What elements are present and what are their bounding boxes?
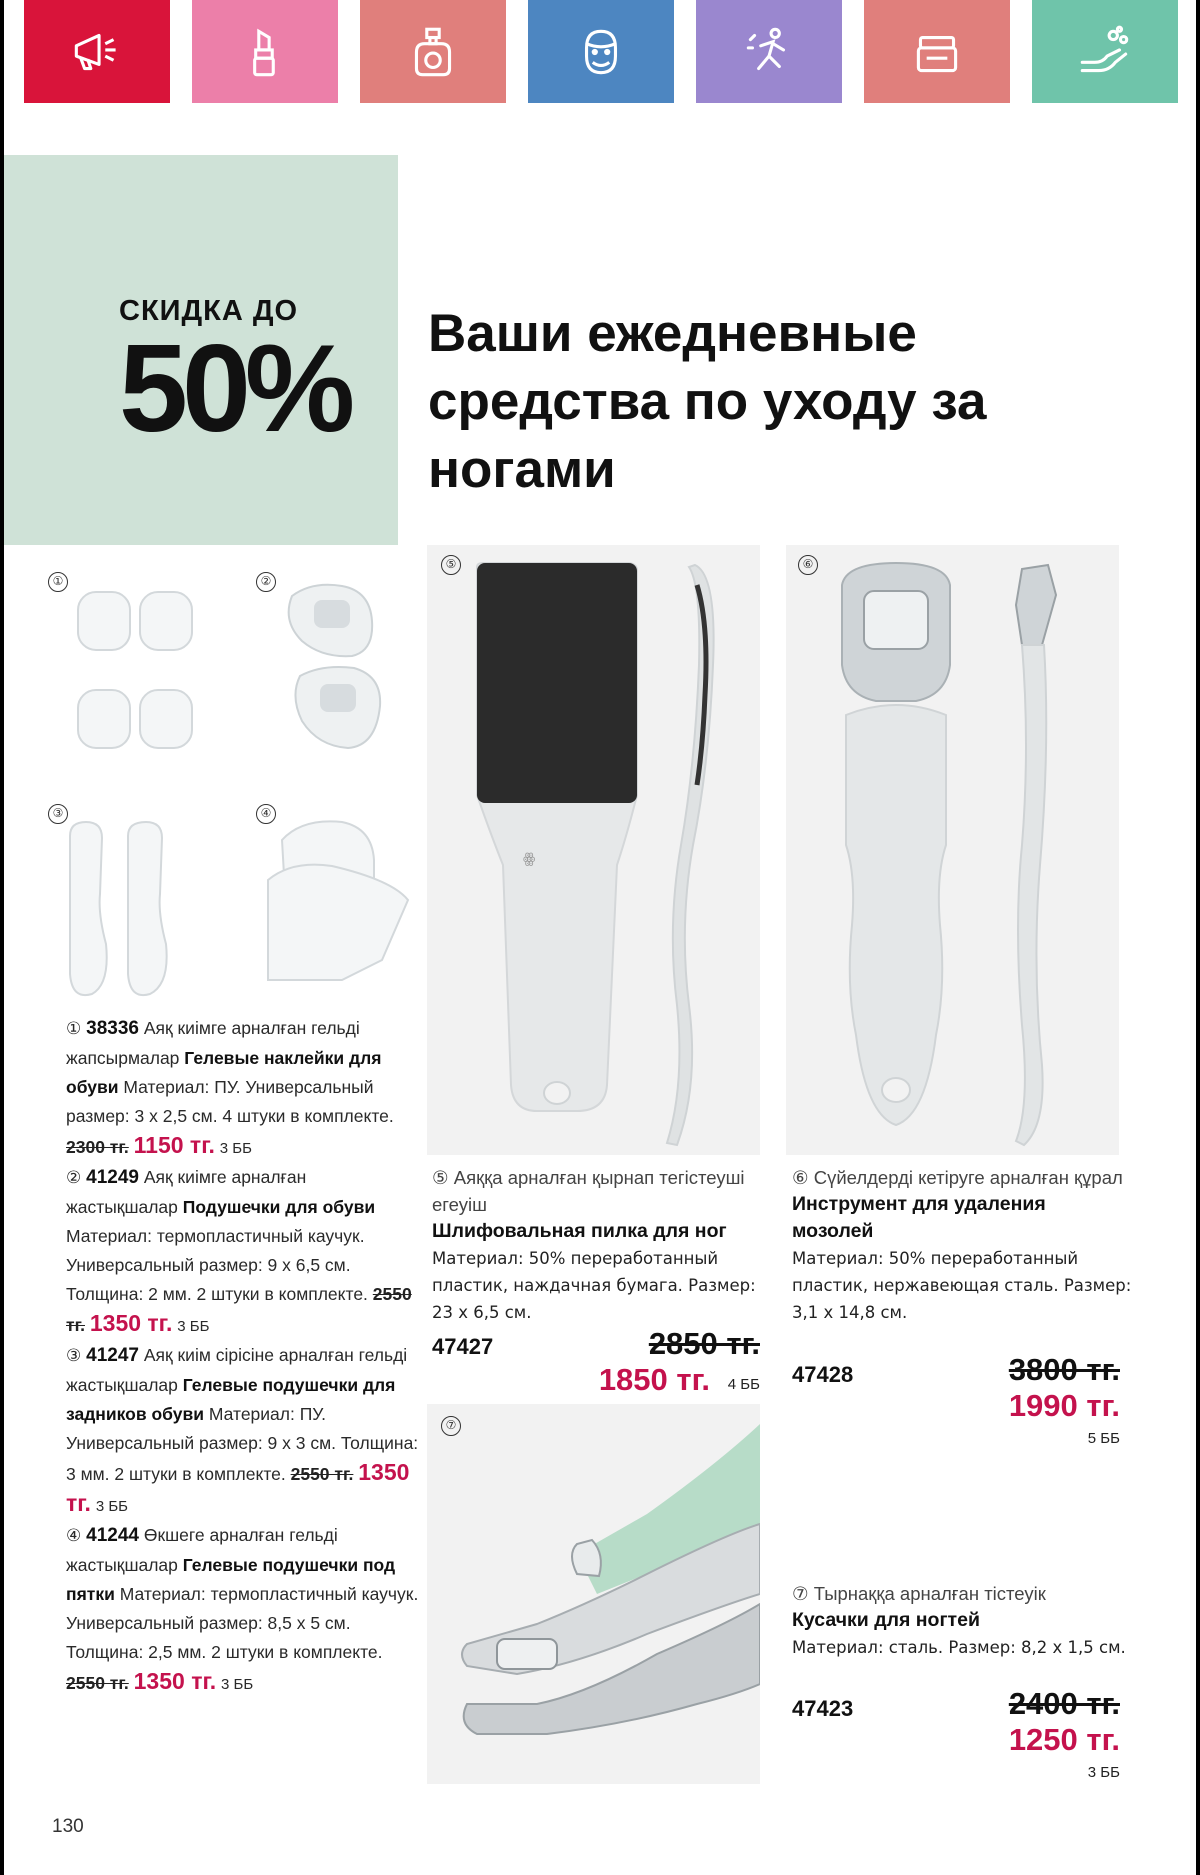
product-sku: 41249 bbox=[86, 1167, 139, 1188]
discount-banner bbox=[4, 155, 398, 545]
product-code-6: 47428 bbox=[792, 1362, 854, 1387]
lipstick-icon bbox=[234, 21, 296, 83]
product-sku: 41244 bbox=[86, 1525, 139, 1546]
product-description-6: ⑥ Сүйелдерді кетіруге арналған құрал Инструмент для удаления мозолей Материал: 50% переработанный пластик, нержавеющая сталь. Размер: 3,1 x 14,8 см. bbox=[792, 1167, 1132, 1322]
product-number-4: ④ bbox=[256, 804, 276, 824]
product-number-3: ③ bbox=[48, 804, 68, 824]
product-name: Шлифовальная пилка для ног bbox=[432, 1220, 727, 1242]
category-tile-fragrance[interactable] bbox=[360, 0, 506, 103]
category-tile-body[interactable] bbox=[1032, 0, 1178, 103]
product-sku: 41247 bbox=[86, 1345, 139, 1366]
product-name: Кусачки для ногтей bbox=[792, 1609, 980, 1631]
points-5: 4 ББ bbox=[727, 1376, 760, 1393]
catalog-page bbox=[4, 0, 1196, 1875]
new-price-7: 1250 тг. bbox=[1008, 1722, 1120, 1757]
old-price-5: 2850 тг. bbox=[648, 1326, 760, 1361]
product-image-6[interactable] bbox=[786, 545, 1119, 1155]
product-code-5: 47427 bbox=[432, 1334, 494, 1359]
discount-label: СКИДКА ДО bbox=[119, 295, 299, 327]
product-number-7: ⑦ bbox=[441, 1416, 461, 1436]
product-image-4[interactable] bbox=[256, 800, 416, 1010]
category-tile-men[interactable] bbox=[528, 0, 674, 103]
points: 3 ББ bbox=[221, 1676, 254, 1693]
product-number-1: ① bbox=[48, 572, 68, 592]
product-name: Подушечки для обуви bbox=[182, 1197, 376, 1217]
discount-value: 50% bbox=[119, 320, 350, 458]
foot-file-image bbox=[427, 545, 760, 1155]
new-price-6: 1990 тг. bbox=[1008, 1388, 1120, 1423]
product-image-1[interactable] bbox=[48, 568, 198, 768]
product-number-5: ⑤ bbox=[441, 555, 461, 575]
product-description-7: ⑦ Тырнаққа арналған тістеуік Кусачки для ногтей Материал: сталь. Размер: 8,2 x 1,5 см. bbox=[792, 1580, 1132, 1661]
product-description-5: ⑤ Аяққа арналған қырнап тегістеуші егеуіш Шлифовальная пилка для ног Материал: 50% переработанный пластик, наждачная бумага. Размер: 23 x 6,5 см. bbox=[432, 1164, 772, 1326]
old-price: 2300 тг. bbox=[66, 1137, 129, 1157]
category-tile-wellness[interactable] bbox=[696, 0, 842, 103]
old-price: 2550 тг. bbox=[290, 1464, 354, 1484]
product-image-3[interactable] bbox=[48, 800, 198, 1010]
man-face-icon bbox=[570, 21, 632, 83]
megaphone-icon bbox=[66, 21, 128, 83]
points: 3 ББ bbox=[95, 1498, 129, 1515]
cream-jar-icon bbox=[906, 21, 968, 83]
gel-stickers-image bbox=[68, 578, 198, 768]
category-tile-promo[interactable] bbox=[24, 0, 170, 103]
product-name: Гелевые наклейки для обуви bbox=[66, 1048, 382, 1097]
product-sku: 38336 bbox=[86, 1018, 139, 1039]
page-title: Ваши ежедневные средства по уходу за ногами bbox=[428, 304, 987, 499]
product-name: Гелевые подушечки для задников обуви bbox=[66, 1375, 396, 1424]
perfume-icon bbox=[402, 21, 464, 83]
product-description-1: ① 38336 Аяқ киімге арналған гельді жапсырмалар Гелевые наклейки для обуви Материал: ПУ. Универсальный размер: 3 x 2,5 см. 4 штуки в комплекте. 2300 тг. 1150 тг. 3 ББ ② 41249 Аяқ киімге арналған жастықшалар Подушечки для обуви Материал: термопластичный каучук. Универсальный размер: 9 x 6,5 см. Толщина: 2 мм. 2 штуки в комплекте. 2550 тг. 1350 тг. 3 ББ ③ 41247 Аяқ киім сірісіне арналған гельді жастықшалар Гелевые подушечки для задников обуви Материал: ПУ. Универсальный размер: 9 x 3 см. Толщина: 3 мм. 2 штуки в комплекте. 2550 тг. 1350 тг. 3 ББ ④ 41244 Өкшеге арналған гельді жастықшалар Гелевые подушечки под пятки Материал: термопластичный каучук. Универсальный размер: 8,5 x 5 см. Толщина: 2,5 мм. 2 штуки в комплекте. 2550 тг. 1350 тг. 3 ББ bbox=[66, 1018, 419, 1694]
new-price: 1350 тг. bbox=[133, 1668, 217, 1694]
product-image-5[interactable] bbox=[427, 545, 760, 1155]
product-image-2[interactable] bbox=[256, 568, 406, 768]
category-tile-makeup[interactable] bbox=[192, 0, 338, 103]
svg-text:ꙮ: ꙮ bbox=[523, 851, 536, 867]
product-image-7[interactable] bbox=[427, 1404, 760, 1784]
old-price: 2550 тг. bbox=[66, 1284, 412, 1335]
category-tile-skincare[interactable] bbox=[864, 0, 1010, 103]
page-number: 130 bbox=[52, 1816, 84, 1837]
new-price: 1350 тг. bbox=[89, 1310, 173, 1336]
running-person-icon bbox=[738, 21, 800, 83]
callus-remover-image bbox=[786, 545, 1119, 1155]
heel-pads-image bbox=[262, 810, 412, 1006]
old-price-7: 2400 тг. bbox=[1008, 1686, 1120, 1721]
product-number-6: ⑥ bbox=[798, 555, 818, 575]
new-price: 1350 тг. bbox=[66, 1459, 410, 1516]
points: 3 ББ bbox=[219, 1140, 252, 1157]
new-price: 1150 тг. bbox=[133, 1132, 215, 1158]
points-6: 5 ББ bbox=[1087, 1430, 1120, 1447]
product-code-7: 47423 bbox=[792, 1696, 854, 1721]
points: 3 ББ bbox=[177, 1318, 210, 1335]
points-7: 3 ББ bbox=[1087, 1764, 1120, 1781]
shoe-cushions-image bbox=[272, 576, 402, 766]
nail-clippers-image bbox=[427, 1404, 760, 1784]
product-number-2: ② bbox=[256, 572, 276, 592]
hands-washing-icon bbox=[1074, 21, 1136, 83]
heel-grips-image bbox=[62, 814, 202, 1010]
old-price: 2550 тг. bbox=[66, 1673, 129, 1693]
product-name: Гелевые подушечки под пятки bbox=[66, 1555, 396, 1604]
new-price-5: 1850 тг. bbox=[598, 1362, 710, 1397]
old-price-6: 3800 тг. bbox=[1008, 1352, 1120, 1387]
product-name: Инструмент для удаления мозолей bbox=[792, 1193, 1046, 1242]
